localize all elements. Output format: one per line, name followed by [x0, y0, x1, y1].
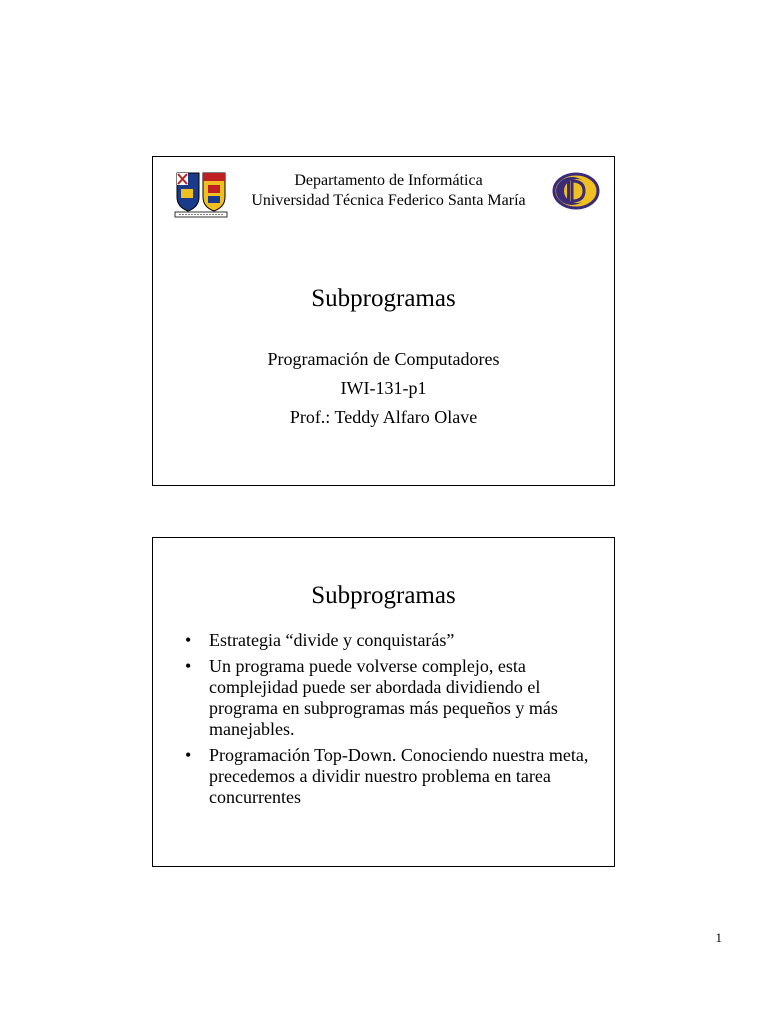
title-slide — [152, 156, 615, 486]
bullet-icon: • — [185, 630, 192, 650]
slide-title: Subprogramas — [311, 285, 456, 312]
bullet-text: Programación Top-Down. Conociendo nuestra meta, precedemos a dividir nuestro problema en tarea concurrentes — [209, 745, 589, 807]
bullet-list — [179, 630, 604, 813]
course-name: Programación de Computadores — [267, 349, 500, 369]
content-slide — [152, 537, 615, 867]
department-header — [223, 171, 554, 211]
bullet-icon: • — [185, 656, 192, 676]
list-item — [179, 745, 604, 808]
course-code: IWI-131-p1 — [340, 378, 427, 398]
university-shield-logo-icon — [173, 171, 229, 219]
university-name: Universidad Técnica Federico Santa María — [251, 192, 526, 209]
bullet-text: Un programa puede volverse complejo, esta complejidad puede ser abordada dividiendo el programa en subprogramas más pequeños y más manejables. — [209, 656, 558, 739]
slide-title: Subprogramas — [311, 582, 456, 609]
list-item — [179, 630, 604, 651]
bullet-text: Estrategia “divide y conquistarás” — [209, 630, 455, 650]
list-item — [179, 656, 604, 740]
slide-header — [153, 169, 614, 213]
page-number: 1 — [715, 930, 722, 945]
bullet-icon: • — [185, 745, 192, 765]
course-info — [153, 345, 614, 432]
professor-name: Prof.: Teddy Alfaro Olave — [289, 407, 478, 427]
department-name: Departamento de Informática — [294, 172, 483, 189]
di-logo-icon — [550, 171, 600, 211]
